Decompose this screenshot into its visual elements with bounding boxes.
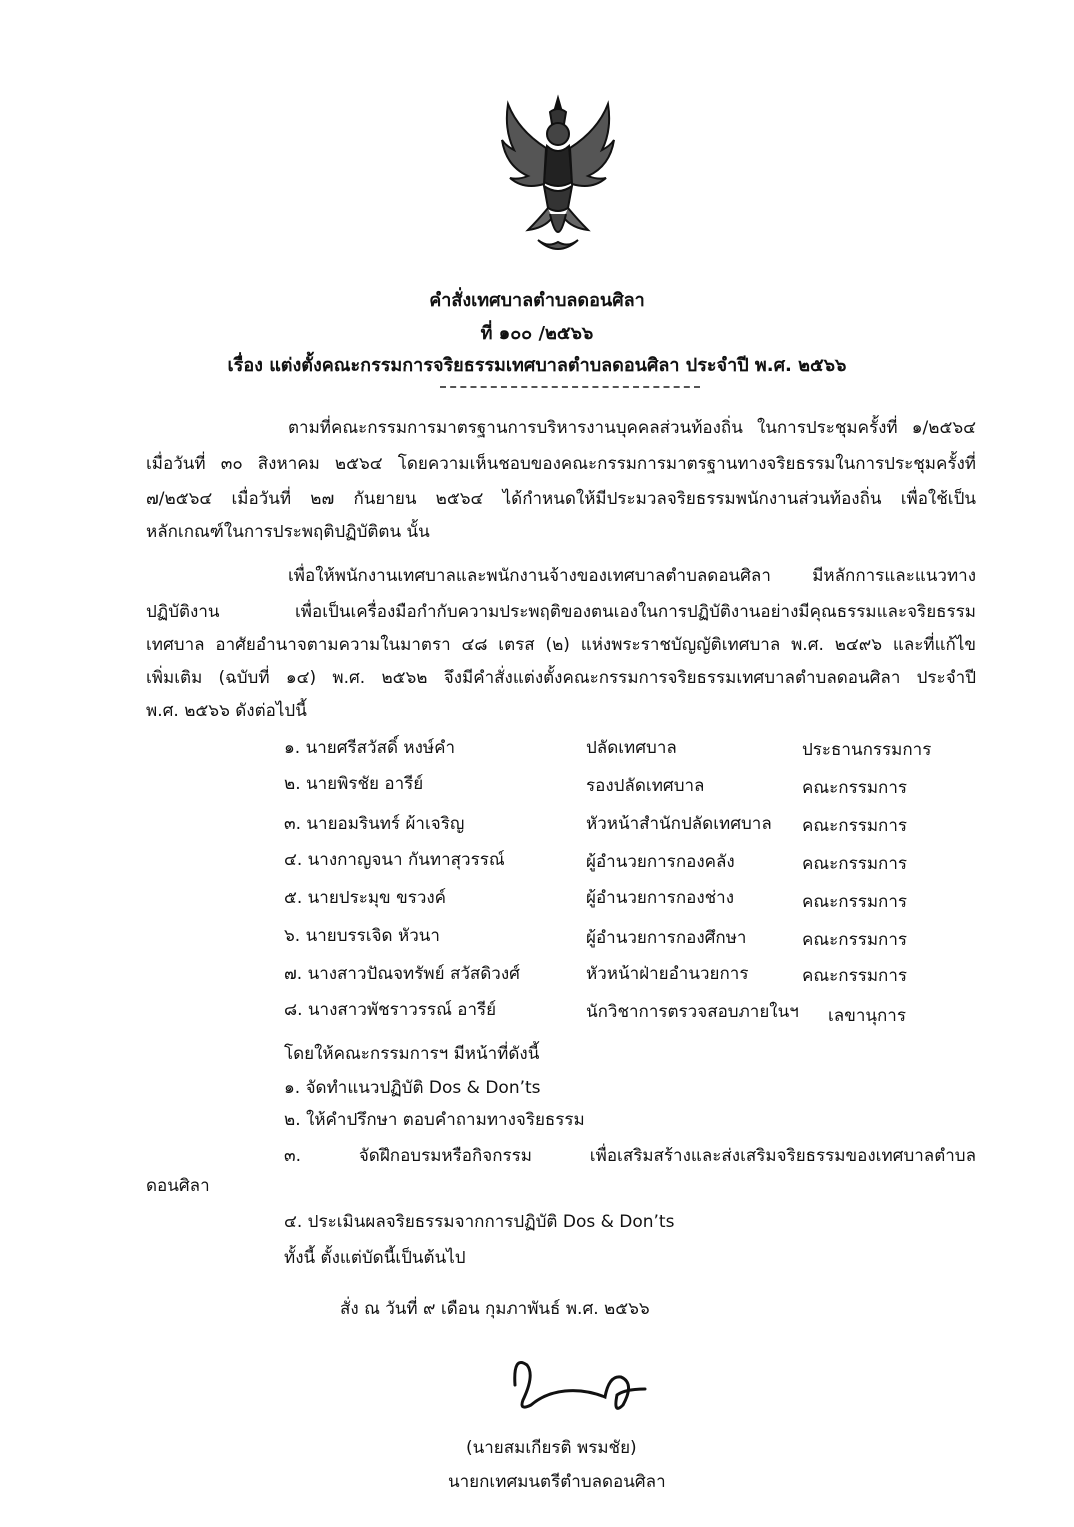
committee-member-name: ๗. นางสาวปัณจทรัพย์ สวัสดิวงศ์: [284, 964, 520, 984]
order-date: สั่ง ณ วันที่ ๙ เดือน กุมภาพันธ์ พ.ศ. ๒๕๖๖: [340, 1299, 650, 1319]
committee-member-name: ๓. นายอมรินทร์ ผ้าเจริญ: [284, 814, 465, 834]
committee-member-position: รองปลัดเทศบาล: [586, 776, 705, 796]
paragraph1-line: ตามที่คณะกรรมการมาตรฐานการบริหารงานบุคคลส่วนท้องถิ่น ในการประชุมครั้งที่ ๑/๒๕๖๔: [288, 418, 976, 438]
committee-member-position: ปลัดเทศบาล: [586, 738, 677, 758]
duty-item: ๔. ประเมินผลจริยธรรมจากการปฏิบัติ Dos & Don’ts: [284, 1212, 675, 1232]
committee-member-role: คณะกรรมการ: [802, 930, 908, 950]
committee-member-position: ผู้อำนวยการกองช่าง: [586, 888, 735, 908]
order-number: ที่ ๑๐๐ /๒๕๖๖: [480, 323, 594, 344]
header-divider: [440, 386, 700, 388]
signatory-title: นายกเทศมนตรีตำบลดอนศิลา: [448, 1472, 666, 1492]
committee-member-position: หัวหน้าสำนักปลัดเทศบาล: [586, 814, 772, 834]
order-title: คำสั่งเทศบาลตำบลดอนศิลา: [429, 290, 645, 311]
committee-member-role: คณะกรรมการ: [802, 854, 908, 874]
committee-member-name: ๒. นายพิรชัย อารีย์: [284, 774, 424, 794]
paragraph1-line: หลักเกณฑ์ในการประพฤติปฏิบัติตน นั้น: [146, 522, 430, 542]
paragraph2-line: ปฏิบัติงาน เพื่อเป็นเครื่องมือกำกับความประพฤติของตนเองในการปฏิบัติงานอย่างมีคุณธรรมและจริยธรรม: [146, 602, 976, 622]
garuda-emblem-icon: [498, 90, 618, 260]
committee-member-role: คณะกรรมการ: [802, 778, 908, 798]
committee-member-name: ๑. นายศรีสวัสดิ์ หงษ์คำ: [284, 738, 456, 758]
committee-member-role: คณะกรรมการ: [802, 892, 908, 912]
paragraph1-line: ๗/๒๕๖๔ เมื่อวันที่ ๒๗ กันยายน ๒๕๖๔ ได้กำหนดให้มีประมวลจริยธรรมพนักงานส่วนท้องถิ่น เพื่อใช้เป็น: [146, 489, 976, 509]
paragraph2-line: เพื่อให้พนักงานเทศบาลและพนักงานจ้างของเทศบาลตำบลดอนศิลา มีหลักการและแนวทาง: [288, 566, 976, 586]
committee-member-position: ผู้อำนวยการกองคลัง: [586, 852, 735, 872]
paragraph2-line: พ.ศ. ๒๕๖๖ ดังต่อไปนี้: [146, 701, 307, 721]
committee-member-name: ๖. นายบรรเจิด หัวนา: [284, 926, 440, 946]
duties-intro: โดยให้คณะกรรมการฯ มีหน้าที่ดังนี้: [284, 1044, 540, 1064]
committee-member-name: ๘. นางสาวพัชราวรรณ์ อารีย์: [284, 1000, 497, 1020]
signature-icon: [505, 1345, 655, 1420]
signatory-name: (นายสมเกียรติ พรมชัย): [466, 1438, 637, 1458]
duty-item-continued: ดอนศิลา: [146, 1176, 210, 1196]
duty-item: ๒. ให้คำปรึกษา ตอบคำถามทางจริยธรรม: [284, 1110, 585, 1130]
order-subject: เรื่อง แต่งตั้งคณะกรรมการจริยธรรมเทศบาลตำบลดอนศิลา ประจำปี พ.ศ. ๒๕๖๖: [227, 355, 847, 376]
paragraph2-line: เทศบาล อาศัยอำนาจตามความในมาตรา ๔๘ เตรส (๒) แห่งพระราชบัญญัติเทศบาล พ.ศ. ๒๔๙๖ และที่แก้ไข: [146, 635, 976, 655]
effective-statement: ทั้งนี้ ตั้งแต่บัดนี้เป็นต้นไป: [284, 1248, 466, 1268]
duty-item: ๓. จัดฝึกอบรมหรือกิจกรรม เพื่อเสริมสร้างและส่งเสริมจริยธรรมของเทศบาลตำบล: [284, 1146, 976, 1166]
committee-member-position: นักวิชาการตรวจสอบภายในฯ: [586, 1002, 799, 1022]
committee-member-name: ๕. นายประมุข ขรวงค์: [284, 888, 447, 908]
committee-member-position: หัวหน้าฝ่ายอำนวยการ: [586, 964, 749, 984]
duty-item: ๑. จัดทำแนวปฏิบัติ Dos & Don’ts: [284, 1078, 541, 1098]
committee-member-role: คณะกรรมการ: [802, 816, 908, 836]
committee-member-role: เลขานุการ: [828, 1006, 906, 1026]
committee-member-role: ประธานกรรมการ: [802, 740, 932, 760]
paragraph1-line: เมื่อวันที่ ๓๐ สิงหาคม ๒๕๖๔ โดยความเห็นชอบของคณะกรรมการมาตรฐานทางจริยธรรมในการประชุมครั้งที่: [146, 454, 976, 474]
committee-member-position: ผู้อำนวยการกองศึกษา: [586, 928, 747, 948]
paragraph2-line: เพิ่มเติม (ฉบับที่ ๑๔) พ.ศ. ๒๕๖๒ จึงมีคำสั่งแต่งตั้งคณะกรรมการจริยธรรมเทศบาลตำบลดอนศิลา ประจำปี: [146, 668, 976, 688]
committee-member-name: ๔. นางกาญจนา กันทาสุวรรณ์: [284, 850, 505, 870]
committee-member-role: คณะกรรมการ: [802, 966, 908, 986]
